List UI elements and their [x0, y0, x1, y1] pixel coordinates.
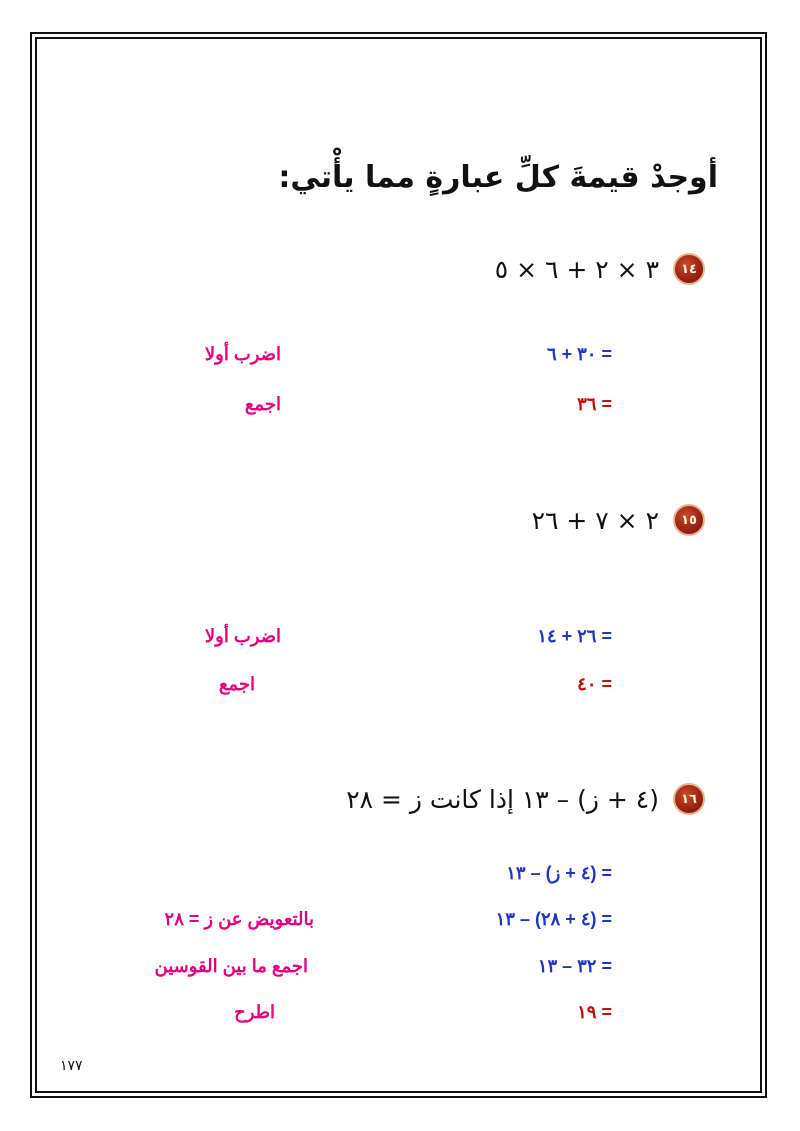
step-note: اضرب أولا [204, 344, 281, 364]
solution-step: = (٤ + ز) – ١٣ [506, 863, 612, 883]
problem-expression: ٢ × ٧ + ٢٦ [531, 505, 659, 535]
solution-step: = ٣٦ [577, 394, 612, 414]
solution-step: = ١٩ [577, 1002, 612, 1022]
solution-step: = ٢٦ + ١٤ [537, 626, 612, 646]
problem-14 [495, 251, 705, 287]
solution-step: = (٤ + ٢٨) – ١٣ [495, 909, 612, 929]
problem-expression: (٤ + ز) – ١٣ إذا كانت ز = ٢٨ [346, 784, 659, 814]
problem-expression: ٣ × ٢ + ٦ × ٥ [494, 254, 659, 284]
problem-number-badge: ١٥ [673, 504, 705, 536]
step-note: اجمع [218, 674, 255, 694]
exercise-heading: أوجدْ قيمةَ كلِّ عبارةٍ مما يأْتي: [278, 160, 718, 195]
problem-16 [346, 781, 705, 817]
step-note: اجمع ما بين القوسين [154, 956, 308, 976]
solution-step: = ٣٠ + ٦ [546, 344, 612, 364]
solution-step: = ٤٠ [577, 674, 612, 694]
step-note: بالتعويض عن ز = ٢٨ [164, 909, 314, 929]
step-note: اضرب أولا [204, 626, 281, 646]
problem-number-badge: ١٤ [673, 253, 705, 285]
problem-15 [532, 502, 705, 538]
page-number: ١٧٧ [60, 1058, 83, 1074]
solution-step: = ٣٢ – ١٣ [537, 956, 612, 976]
page-border-inner [35, 37, 762, 1093]
step-note: اجمع [244, 394, 281, 414]
step-note: اطرح [234, 1002, 275, 1022]
problem-number-badge: ١٦ [673, 783, 705, 815]
